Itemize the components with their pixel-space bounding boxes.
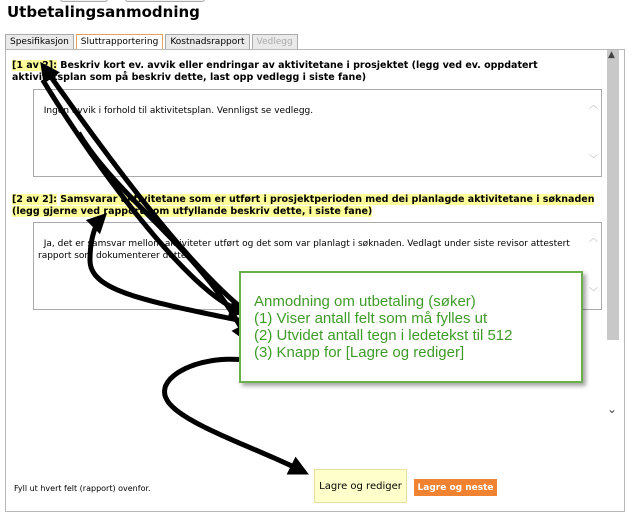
tab-spesifikasjon[interactable]: Spesifikasjon (5, 34, 74, 49)
callout-line-2: (1) Viser antall felt som må fylles ut (254, 310, 488, 327)
scroll-down-icon[interactable]: ﹀ (588, 155, 598, 165)
question-1-counter: [1 av 2]: (12, 60, 57, 71)
question-2-counter: [2 av 2]: (12, 194, 57, 205)
callout-line-3: (2) Utvidet antall tegn i ledetekst til 512 (254, 327, 513, 344)
question-1-answer: Ingen avvik i forhold til aktivitetsplan. Vennligst se vedlegg. (43, 106, 314, 116)
tab-sluttrapportering[interactable]: Sluttrapportering (76, 34, 164, 49)
callout-line-1: Anmodning om utbetaling (søker) (254, 293, 476, 310)
save-and-edit-button[interactable]: Lagre og rediger (314, 469, 407, 503)
scroll-down-icon[interactable]: ﹀ (588, 288, 598, 298)
callout-line-4: (3) Knapp for [Lagre og rediger] (254, 344, 465, 361)
scroll-up-icon[interactable]: ︿ (588, 101, 598, 111)
page-title: Utbetalingsanmodning (7, 3, 200, 21)
tab-kostnadsrapport[interactable]: Kostnadsrapport (165, 34, 249, 49)
question-2-prompt: Samsvarar aktivitetane som er utført i prosjektperioden med dei planlagde aktivitetane i søknaden (legg gjerne ved rapport som utfyllande beskriv dette, i siste fane) (12, 194, 595, 217)
tab-vedlegg: Vedlegg (252, 34, 298, 49)
footer-hint: Fyll ut hvert felt (rapport) ovenfor. (14, 484, 151, 493)
scroll-up-icon[interactable]: ▲ (608, 50, 615, 60)
annotation-callout (239, 271, 583, 383)
question-2-answer: Ja, det er samsvar mellom aktiviteter utført og det som var planlagt i søknaden. Vedlagt under siste revisor attestert rapport som dokumenterer dette. (38, 239, 573, 261)
scroll-up-icon[interactable]: ︿ (588, 234, 598, 244)
annotation-arrow-icon (90, 220, 238, 320)
question-1-prompt: Beskriv kort ev. avvik eller endringar av aktivitetane i prosjektet (legg ved ev. oppdatert aktivitetsplan som på beskriv dette, last opp vedlegg i siste fane) (12, 60, 538, 83)
annotation-arrow-icon (46, 70, 238, 305)
scroll-down-icon[interactable]: ⌄ (607, 402, 618, 416)
save-and-next-button[interactable]: Lagre og neste (414, 479, 497, 496)
